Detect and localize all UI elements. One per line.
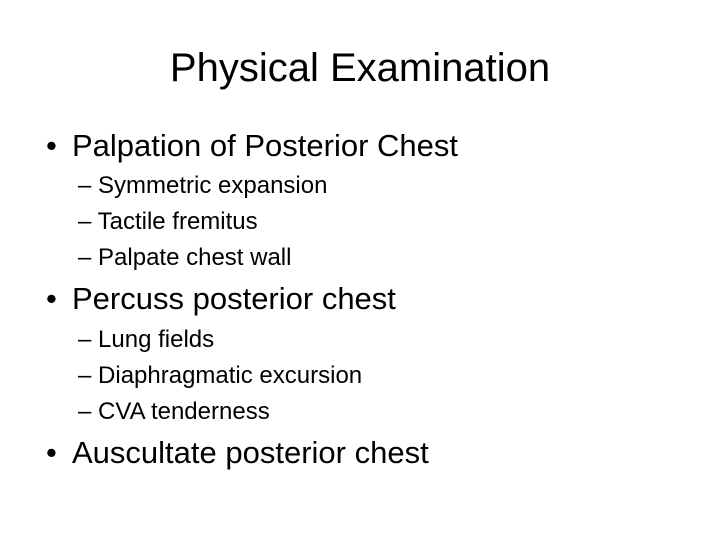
bullet-palpation <box>46 128 458 164</box>
bullet-icon: • <box>46 128 57 163</box>
sub-item <box>78 208 258 236</box>
sub-item <box>78 244 291 272</box>
bullet-percussion <box>46 281 396 317</box>
bullet-auscultation <box>46 435 429 471</box>
sub-item <box>78 398 270 426</box>
sub-item <box>78 172 327 200</box>
sub-item-label: Tactile fremitus <box>97 208 258 235</box>
dash-icon: – <box>78 172 92 199</box>
dash-icon: – <box>78 362 92 389</box>
dash-icon: – <box>78 208 92 235</box>
sub-item <box>78 326 214 354</box>
sub-item-label: Diaphragmatic excursion <box>98 362 363 389</box>
bullet-label: Auscultate posterior chest <box>72 435 429 470</box>
bullet-icon: • <box>46 281 57 316</box>
bullet-label: Palpation of Posterior Chest <box>72 128 458 163</box>
dash-icon: – <box>78 326 92 353</box>
sub-item-label: CVA tenderness <box>98 398 270 425</box>
sub-item-label: Palpate chest wall <box>98 244 292 271</box>
sub-item-label: Symmetric expansion <box>98 172 328 199</box>
sub-item <box>78 362 362 390</box>
dash-icon: – <box>78 244 92 271</box>
bullet-icon: • <box>46 435 57 470</box>
dash-icon: – <box>78 398 92 425</box>
slide-title: Physical Examination <box>169 46 551 90</box>
sub-item-label: Lung fields <box>98 326 215 353</box>
bullet-label: Percuss posterior chest <box>72 281 396 316</box>
